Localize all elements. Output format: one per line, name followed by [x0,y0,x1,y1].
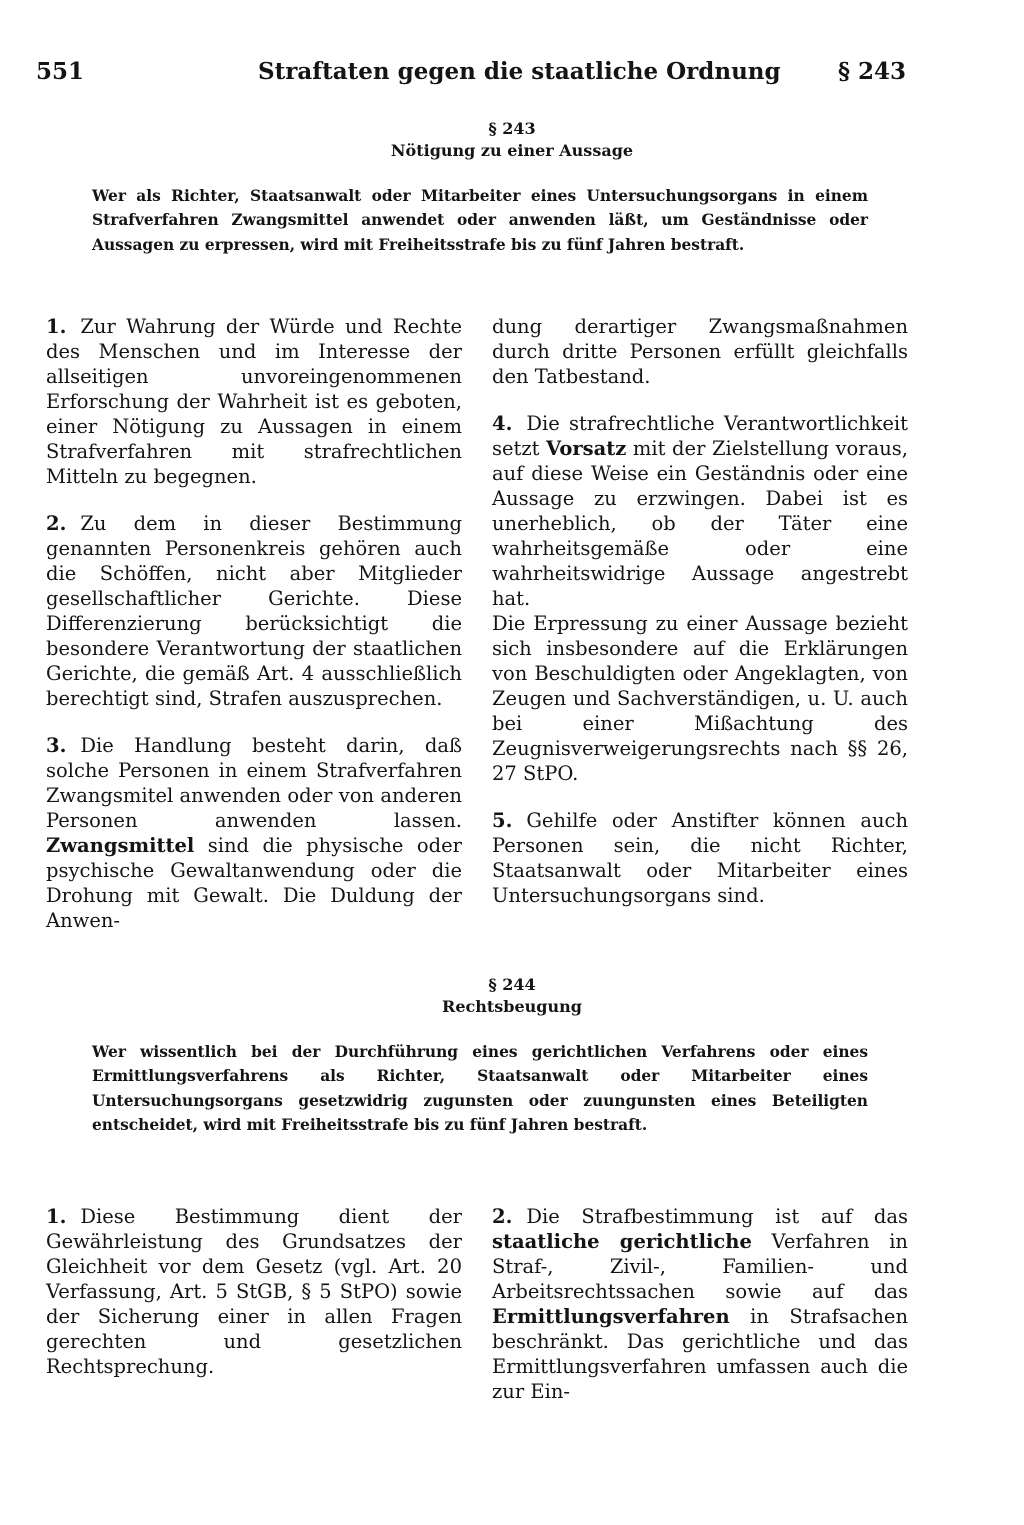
commentary-continuation: dung derartiger Zwangsmaßnahmen durch dritte Personen erfüllt gleichfalls den Tatbestand. [492,315,908,388]
running-section: § 243 [837,58,906,85]
paragraph-text: Gehilfe oder Anstifter können auch Personen sein, die nicht Richter, Staatsanwalt oder Mitarbeiter eines Untersuchungsorgans sind. [492,809,908,907]
section-title: Rechtsbeugung [442,997,582,1016]
section-title: Nötigung zu einer Aussage [390,141,634,160]
statute-text: Wer als Richter, Staatsanwalt oder Mitarbeiter eines Untersuchungsorgans in einem Strafverfahren Zwangsmittel anwendet oder anwenden läßt, um Geständnisse oder Aussagen zu erpressen, wird mit Freiheitsstrafe bis zu fünf Jahren bestraft. [92,187,868,254]
commentary-left-column [46,1204,462,1379]
emphasized-term: Zwangsmittel [46,834,195,857]
running-head [36,58,906,92]
paragraph-number: 2. [492,1205,513,1228]
emphasized-term: Vorsatz [546,437,627,460]
commentary-paragraph [46,733,462,933]
commentary-paragraph [46,1204,462,1379]
commentary-paragraph [492,1204,908,1404]
paragraph-text: Die Handlung besteht darin, daß solche Personen in einem Strafverfahren Zwangsmitel anwenden oder von anderen Personen anwenden lassen. [46,734,462,832]
paragraph-number: 1. [46,1205,67,1228]
running-title: Straftaten gegen die staatliche Ordnung [258,58,781,85]
paragraph-number: 5. [492,809,513,832]
section-244-heading [0,974,1024,1018]
emphasized-term: staatliche gerichtliche [492,1230,752,1253]
commentary-paragraph: Die Erpressung zu einer Aussage bezieht sich insbesondere auf die Erklärungen von Beschuldigten oder Angeklagten, von Zeugen und Sachverständigen, u. U. auch bei einer Mißachtung des Zeugnisverweigerungsrechts nach §§ 26, 27 StPO. [492,612,908,785]
paragraph-text: Diese Bestimmung dient der Gewährleistung des Grundsatzes der Gleichheit vor dem Gesetz (vgl. Art. 20 Verfassung, Art. 5 StGB, § 5 StPO) sowie der Sicherung einer in allen Fragen gerechten und gesetzlichen Rechtsprechung. [46,1205,462,1378]
paragraph-text: Zur Wahrung der Würde und Rechte des Menschen und im Interesse der allseitigen unvoreingenommenen Erforschung der Wahrheit ist es geboten, einer Nötigung zu Aussagen in einem Strafverfahren mit strafrechtlichen Mitteln zu begegnen. [46,315,462,488]
paragraph-text: mit der Zielstellung voraus, auf diese Weise ein Geständnis oder eine Aussage zu erzwingen. Dabei ist es unerheblich, ob der Täter eine wahrheitsgemäße oder eine wahrheitswidrige Aussage angestrebt hat. [492,437,908,610]
section-number: § 244 [488,975,536,994]
commentary-paragraph [492,808,908,908]
page-number: 551 [36,58,85,85]
paragraph-text: Zu dem in dieser Bestimmung genannten Personenkreis gehören auch die Schöffen, nicht aber Mitglieder gesellschaftlicher Gerichte. Diese Differenzierung berücksichtigt die besondere Verantwortung der staatlichen Gerichte, die gemäß Art. 4 ausschließlich berechtigt sind, Strafen auszusprechen. [46,512,462,710]
paragraph-text: Die Strafbestimmung ist auf das [526,1205,908,1228]
paragraph-number: 2. [46,512,67,535]
emphasized-term: Ermittlungsverfahren [492,1305,730,1328]
commentary-paragraph [492,411,908,611]
commentary-right-column [492,1204,908,1404]
section-243-heading [0,118,1024,162]
paragraph-number: 3. [46,734,67,757]
paragraph-number: 4. [492,412,513,435]
paragraph-text: sind die physische oder psychische Gewaltanwendung oder die Drohung mit Gewalt. Die Duldung der Anwen- [46,834,462,932]
statute-text: Wer wissentlich bei der Durchführung eines gerichtlichen Verfahrens oder eines Ermittlungsverfahrens als Richter, Staatsanwalt oder Mitarbeiter eines Untersuchungsorgans gesetzwidrig zugunsten oder zuungunsten eines Beteiligten entscheidet, wird mit Freiheitsstrafe bis zu fünf Jahren bestraft. [92,1043,868,1134]
paragraph-number: 1. [46,315,67,338]
commentary-paragraph [46,511,462,711]
paragraph-text: in Strafsachen beschränkt. Das gerichtliche und das Ermittlungsverfahren umfassen auch die zur Ein- [492,1305,908,1403]
commentary-right-column [492,314,908,908]
commentary-paragraph [46,314,462,489]
paragraph-text: Die strafrechtliche Verantwortlichkeit setzt [492,412,908,460]
section-number: § 243 [488,119,536,138]
paragraph-text: Verfahren in Straf-, Zivil-, Familien- und Arbeitsrechtssachen sowie auf das [492,1230,908,1303]
commentary-left-column [46,314,462,933]
